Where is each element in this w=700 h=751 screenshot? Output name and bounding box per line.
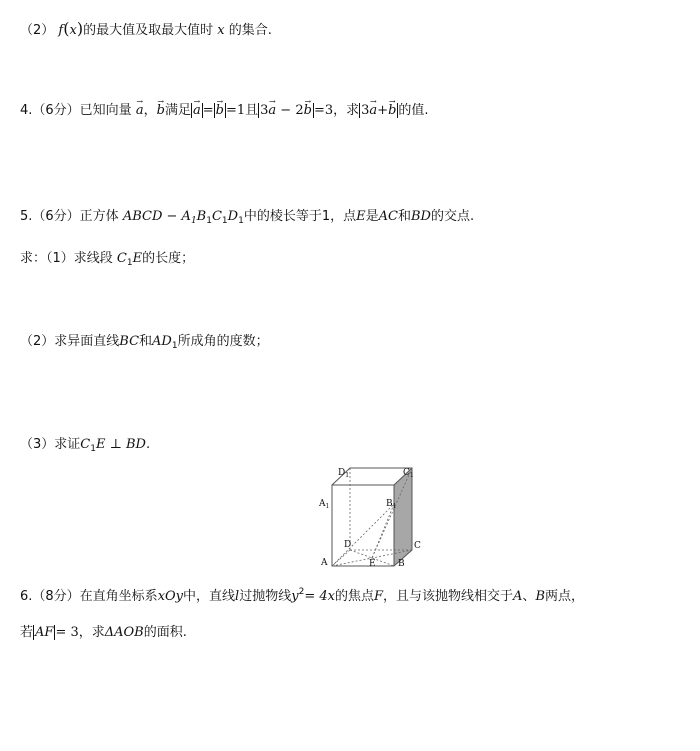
- point-A: A: [513, 589, 523, 604]
- coef-2: 2: [295, 103, 304, 118]
- parabola-rhs: = 4x: [304, 589, 335, 604]
- q4-eq3: =3，求: [313, 103, 360, 118]
- label-D: D: [344, 540, 352, 550]
- part3-E: E: [95, 437, 106, 452]
- q4-prefix: 4.（6分）已知向量: [20, 103, 132, 118]
- q4-line: 4.（6分）已知向量 → a，→ b满足→ a =→ b =1且 3→ a − 2→ b =3，求 3→ a+→ b 的值.: [20, 102, 429, 120]
- q3-part2-var2: x: [217, 23, 225, 38]
- vector-b: → b: [157, 102, 165, 120]
- q5-period: .: [145, 437, 151, 452]
- q6-eq3: = 3，求: [55, 625, 105, 640]
- abs-b-inner: → b: [216, 102, 224, 120]
- q6-line2: [20, 624, 187, 642]
- q5-and-2: 和: [139, 334, 153, 349]
- line-AD1: AD: [152, 334, 172, 349]
- vector-a: → a: [136, 102, 144, 120]
- q5-part2-prefix: （2）求异面直线: [20, 334, 120, 349]
- func-var: x: [69, 23, 77, 38]
- part1-E: E: [132, 251, 143, 266]
- q5-part1-line: 求：（1）求线段 $C_1E$的长度；: [20, 251, 195, 268]
- parabola-y: y: [291, 589, 299, 604]
- q6-line2-prefix: 若: [20, 625, 34, 640]
- q6-prefix: 6.（8分）在直角坐标系: [20, 589, 158, 604]
- q5-part2-line: （2）求异面直线BC和$AD_1$所成角的度数；: [20, 334, 269, 351]
- abs-AF: AF: [35, 625, 54, 640]
- func-name: f: [58, 23, 64, 38]
- q4-end: 的值.: [398, 103, 429, 118]
- q6-through: 过抛物线: [239, 589, 292, 604]
- q5-part3-line: （3）求证$C_1E$ ⊥ BD.: [20, 437, 151, 454]
- q6-line2-suffix: 的面积.: [143, 625, 187, 640]
- q6-focus: 的焦点: [334, 589, 374, 604]
- label-C1: $C_1$: [403, 468, 414, 479]
- q5-and: 和: [397, 209, 411, 224]
- line-AC: AC: [378, 209, 398, 224]
- line-BD: BD: [410, 209, 431, 224]
- q3-part2-line: （2） f(x)的最大值及取最大值时 x 的集合.: [20, 19, 272, 38]
- xOy: xOy: [157, 589, 184, 604]
- perp-symbol: ⊥: [109, 437, 122, 452]
- q4-comma: ，: [143, 103, 157, 118]
- focus-F: F: [373, 589, 384, 604]
- cube-figure: [318, 462, 428, 570]
- q5-intersect: 的交点.: [430, 209, 475, 224]
- label-C: C: [414, 541, 421, 551]
- label-A: A: [321, 558, 328, 568]
- label-D1: $D_1$: [338, 468, 350, 479]
- q5-part1-suffix: 的长度；: [142, 251, 195, 266]
- point-E: E: [356, 209, 366, 224]
- q5-prefix: 5.（6分）正方体: [20, 209, 119, 224]
- coef-3b: 3: [361, 103, 370, 118]
- abs-3a-plus-b: 3→ a+→ b: [359, 103, 398, 118]
- q5-is: 是: [365, 209, 379, 224]
- q6-sep: 、: [522, 589, 536, 604]
- q5-part3-prefix: （3）求证: [20, 437, 81, 452]
- point-B: B: [535, 589, 545, 604]
- q4-satisfy: 满足: [164, 103, 191, 118]
- q6-intersect: ，且与该抛物线相交于: [383, 589, 514, 604]
- abs-3a-2b: 3→ a − 2→ b: [258, 103, 314, 118]
- coef-3: 3: [260, 103, 269, 118]
- vec-a-2: → a: [268, 102, 276, 120]
- triangle-AOB: ΔAOB: [104, 625, 144, 640]
- line-l: l: [235, 589, 240, 604]
- abs-a: [191, 103, 203, 118]
- cube-name: ABCD − A: [122, 209, 191, 224]
- q5-line: 5.（6分）正方体 ABCD − $A_1B_1C_1D_1$中的棱长等于1，点E是AC和BD的交点.: [20, 209, 475, 226]
- vec-b-2: → b: [304, 102, 312, 120]
- q6-line1: 6.（8分）在直角坐标系xOy中，直线l过抛物线$y^2= 4x$的焦点F，且与该抛物线相交于A、B两点，: [20, 587, 585, 604]
- line-BC: BC: [119, 334, 140, 349]
- abs-a-inner: → a: [193, 102, 201, 120]
- vec-a-3: → a: [369, 102, 377, 120]
- abs-b: [214, 103, 226, 118]
- label-A1: $A_1$: [319, 499, 330, 510]
- q3-part2-prefix: （2）: [20, 23, 55, 38]
- q3-part2-text1: 的最大值及取最大值时: [83, 23, 214, 38]
- vec-b-3: → b: [388, 102, 396, 120]
- q6-points: 两点，: [545, 589, 585, 604]
- q5-part2-suffix: 所成角的度数；: [177, 334, 269, 349]
- part3-BD: BD: [125, 437, 146, 452]
- q3-part2-text2: 的集合.: [228, 23, 272, 38]
- q6-in: 中，直线: [183, 589, 236, 604]
- label-B1: $B_1$: [386, 499, 397, 510]
- label-E: E: [369, 559, 376, 569]
- q5-edge-text: 中的棱长等于1，点: [243, 209, 357, 224]
- q4-eq1: =1且: [225, 103, 259, 118]
- q5-part1-prefix: 求：（1）求线段: [20, 251, 113, 266]
- label-B: B: [398, 559, 405, 569]
